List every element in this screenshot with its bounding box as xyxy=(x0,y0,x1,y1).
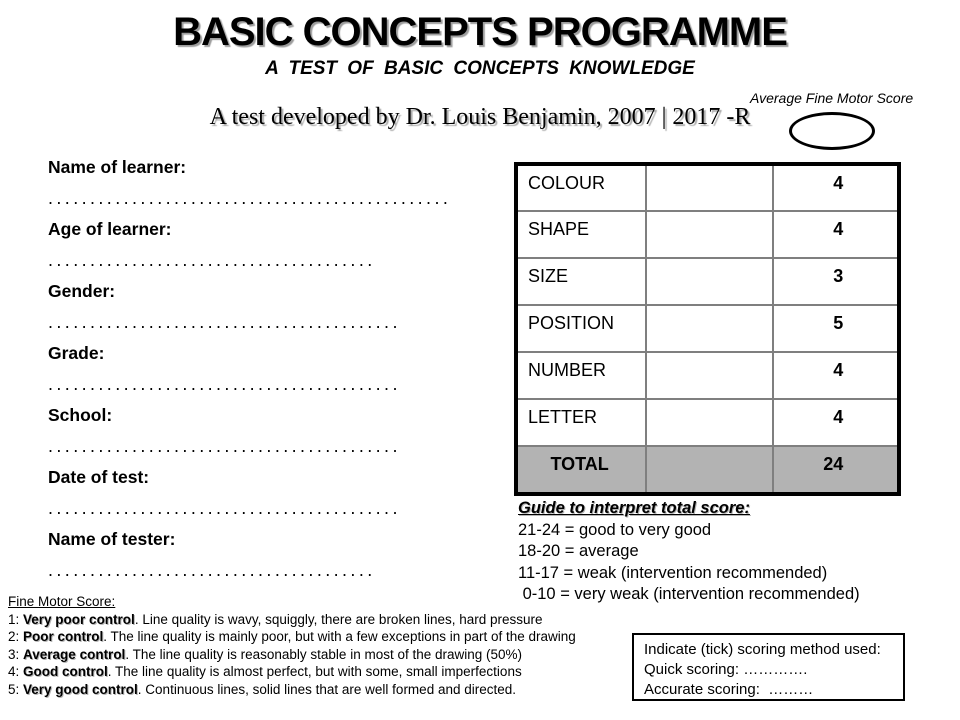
fine-motor-heading: Fine Motor Score: xyxy=(8,594,116,609)
fine-motor-item-desc: . The line quality is reasonably stable in most of the drawing (50%) xyxy=(125,646,523,662)
fine-motor-item-number: 2: xyxy=(8,629,20,644)
average-fine-motor-label: Average Fine Motor Score xyxy=(750,90,914,106)
score-value-cell: 3 xyxy=(773,258,899,305)
category-cell: POSITION xyxy=(516,305,646,352)
fine-motor-item xyxy=(8,681,603,699)
guide-heading: Guide to interpret total score: xyxy=(518,499,750,517)
field-fill-line[interactable]: ....................................... xyxy=(48,560,376,580)
fine-motor-item xyxy=(8,663,603,681)
score-guide xyxy=(518,498,860,606)
field-fill-line[interactable]: ....................................... xyxy=(48,250,376,270)
page-title: BASIC CONCEPTS PROGRAMME xyxy=(173,10,787,54)
field-fill-line[interactable]: ................................................ xyxy=(48,188,452,208)
category-cell: SHAPE xyxy=(516,211,646,258)
score-value-cell: 5 xyxy=(773,305,899,352)
category-cell: COLOUR xyxy=(516,164,646,211)
field-fill-line[interactable]: .......................................... xyxy=(48,312,401,332)
scoring-method-box xyxy=(632,633,905,701)
field-label: Name of learner: xyxy=(48,157,187,177)
score-value-cell: 4 xyxy=(773,211,899,258)
form-field-name-of-tester xyxy=(48,524,451,586)
fine-motor-item xyxy=(8,646,603,664)
score-row xyxy=(516,399,899,446)
learner-form xyxy=(48,152,451,586)
form-field-grade xyxy=(48,338,451,400)
score-entry-cell[interactable] xyxy=(646,164,772,211)
guide-line: 11-17 = weak (intervention recommended) xyxy=(518,563,828,582)
total-row xyxy=(516,446,899,494)
field-label: Gender: xyxy=(48,281,116,301)
form-field-gender xyxy=(48,276,451,338)
average-fine-motor-ellipse[interactable] xyxy=(789,112,875,150)
page-subtitle: A TEST OF BASIC CONCEPTS KNOWLEDGE xyxy=(265,58,695,79)
score-entry-cell[interactable] xyxy=(646,352,772,399)
scoring-method-line-quick[interactable]: Quick scoring: …………. xyxy=(644,661,808,678)
fine-motor-item-name: Average control xyxy=(23,646,126,662)
category-cell: LETTER xyxy=(516,399,646,446)
field-fill-line[interactable]: .......................................... xyxy=(48,374,401,394)
scoring-method-line-accurate[interactable]: Accurate scoring: ……… xyxy=(644,681,814,698)
score-entry-cell[interactable] xyxy=(646,399,772,446)
fine-motor-item xyxy=(8,628,603,646)
form-field-name-of-learner xyxy=(48,152,451,214)
fine-motor-item-desc: . The line quality is almost perfect, but with some, small imperfections xyxy=(107,664,522,679)
guide-line: 21-24 = good to very good xyxy=(518,520,712,539)
total-label-cell: TOTAL xyxy=(516,446,646,494)
field-label: Age of learner: xyxy=(48,219,172,239)
score-entry-cell[interactable] xyxy=(646,258,772,305)
field-label: Name of tester: xyxy=(48,529,176,549)
score-entry-cell[interactable] xyxy=(646,446,772,494)
score-row xyxy=(516,258,899,305)
field-fill-line[interactable]: .......................................... xyxy=(48,498,401,518)
score-entry-cell[interactable] xyxy=(646,211,772,258)
fine-motor-item-desc: . Line quality is wavy, squiggly, there are broken lines, hard pressure xyxy=(134,611,543,627)
fine-motor-item-desc: . The line quality is mainly poor, but with a few exceptions in part of the drawing xyxy=(103,629,576,644)
score-table xyxy=(514,162,901,496)
fine-motor-item-name: Good control xyxy=(23,664,108,679)
fine-motor-item-number: 4: xyxy=(8,664,20,679)
category-cell: SIZE xyxy=(516,258,646,305)
field-label: Grade: xyxy=(48,343,105,363)
fine-motor-item-desc: . Continuous lines, solid lines that are well formed and directed. xyxy=(137,681,517,697)
fine-motor-item xyxy=(8,611,603,629)
score-row xyxy=(516,305,899,352)
fine-motor-item-number: 1: xyxy=(8,611,20,627)
fine-motor-item-number: 5: xyxy=(8,681,20,697)
fine-motor-item-name: Very poor control xyxy=(23,611,135,627)
fine-motor-key xyxy=(8,593,603,698)
scoring-method-line: Indicate (tick) scoring method used: xyxy=(644,641,881,658)
category-cell: NUMBER xyxy=(516,352,646,399)
field-label: School: xyxy=(48,405,113,425)
field-fill-line[interactable]: .......................................... xyxy=(48,436,401,456)
guide-line: 0-10 = very weak (intervention recommended) xyxy=(518,585,860,603)
score-value-cell: 4 xyxy=(773,352,899,399)
score-row xyxy=(516,352,899,399)
score-value-cell: 4 xyxy=(773,164,899,211)
score-entry-cell[interactable] xyxy=(646,305,772,352)
guide-line: 18-20 = average xyxy=(518,542,639,560)
score-row xyxy=(516,164,899,211)
field-label: Date of test: xyxy=(48,467,150,487)
form-field-school xyxy=(48,400,451,462)
score-value-cell: 4 xyxy=(773,399,899,446)
developed-by-line: A test developed by Dr. Louis Benjamin, 2007 | 2017 -R xyxy=(209,104,751,130)
fine-motor-item-number: 3: xyxy=(8,646,20,662)
total-value-cell: 24 xyxy=(773,446,899,494)
fine-motor-item-name: Poor control xyxy=(23,629,104,644)
form-field-date-of-test xyxy=(48,462,451,524)
fine-motor-item-name: Very good control xyxy=(23,681,138,697)
form-field-age-of-learner xyxy=(48,214,451,276)
score-row xyxy=(516,211,899,258)
